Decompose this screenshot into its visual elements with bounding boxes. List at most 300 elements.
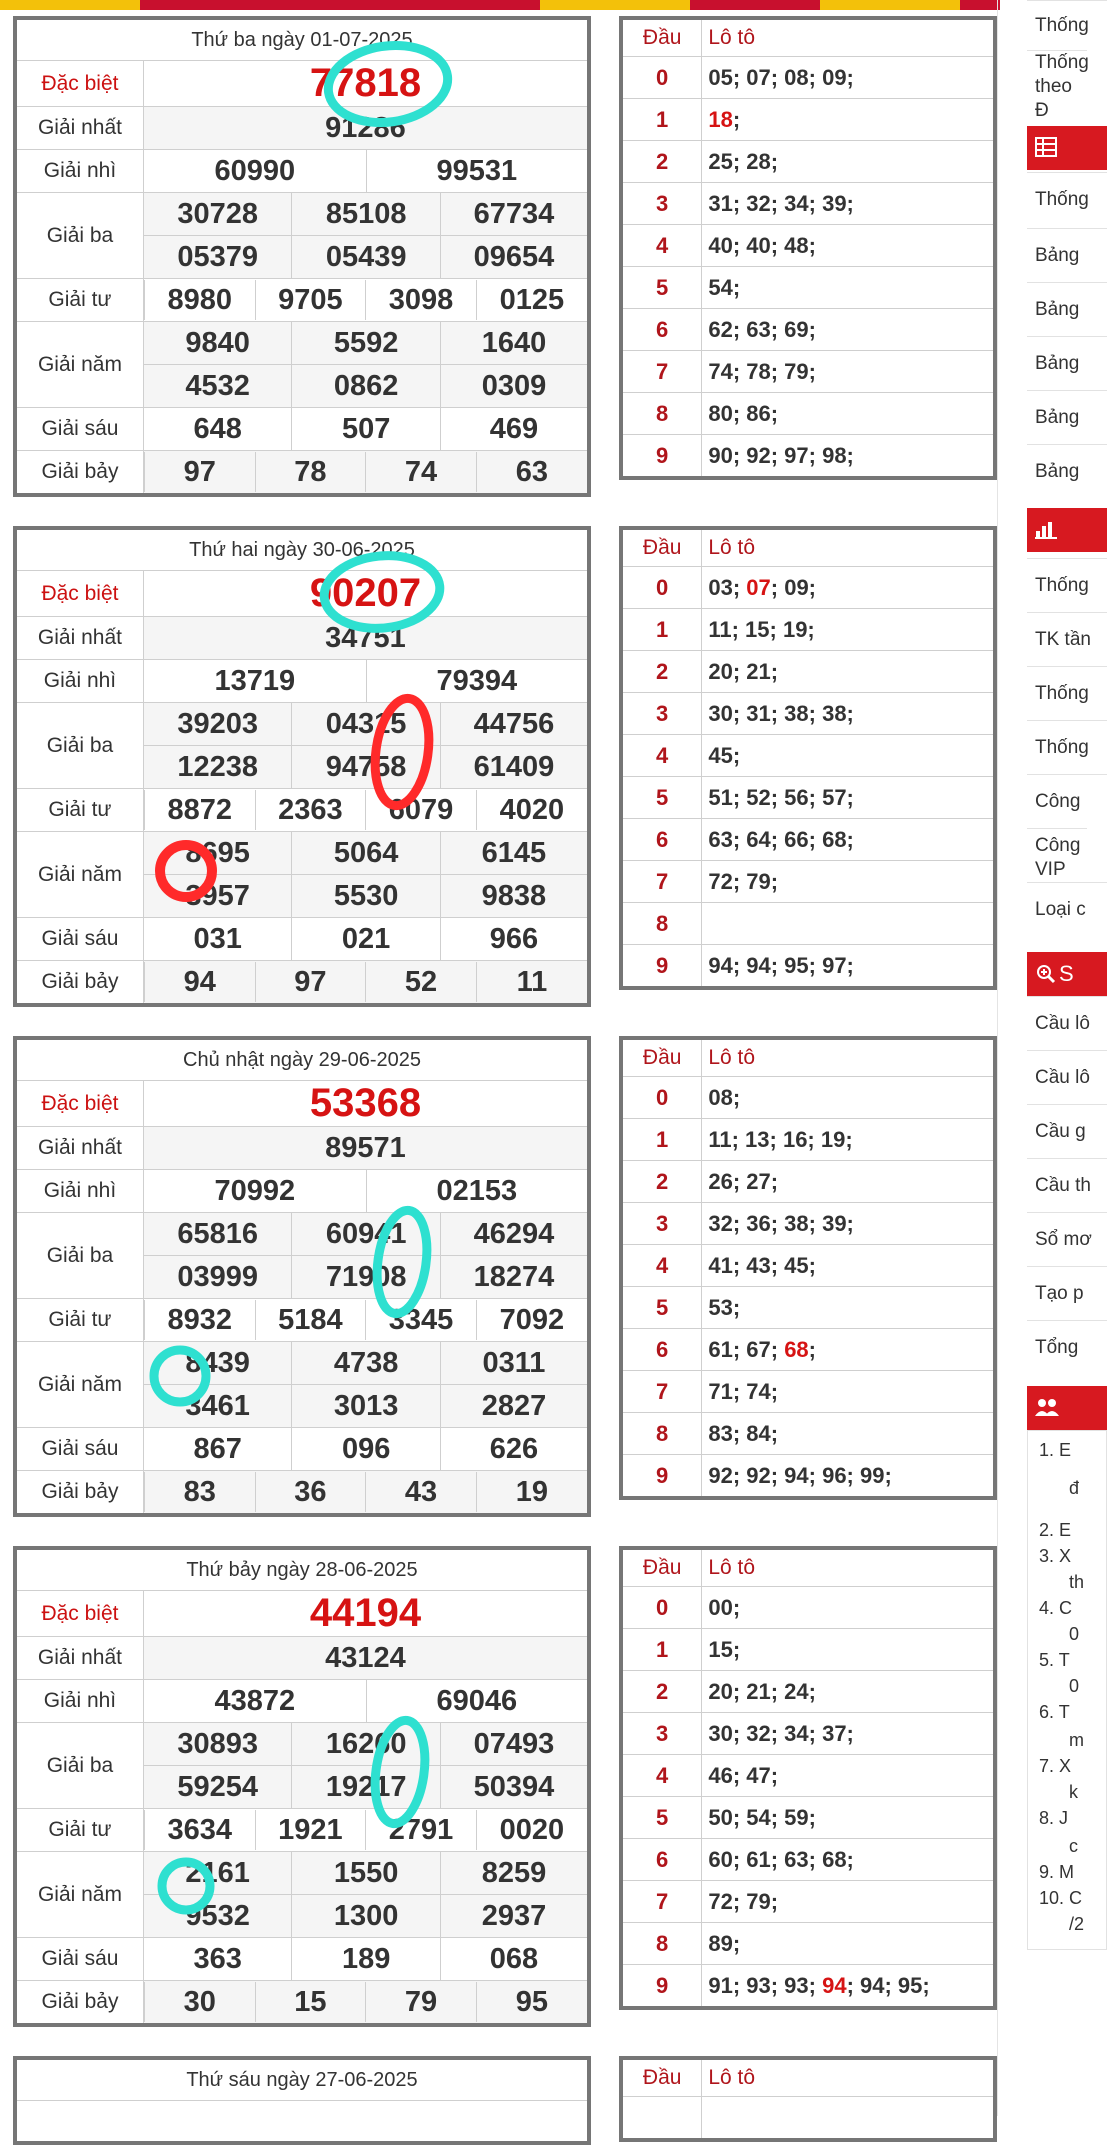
prize-number: 5530 bbox=[292, 875, 440, 918]
prize-number: 12238 bbox=[143, 746, 291, 789]
news-list-item[interactable]: 3. X bbox=[1039, 1546, 1072, 1566]
loto-head-digit: 5 bbox=[621, 1797, 702, 1839]
prize-number: 79 bbox=[366, 1982, 477, 2022]
table-section-icon bbox=[1035, 137, 1059, 159]
prize-number: 95 bbox=[476, 1982, 587, 2022]
sidebar-link[interactable]: Cầu lô bbox=[1027, 1050, 1107, 1104]
prize-number: 46294 bbox=[440, 1213, 589, 1256]
loto-number: 30; 32; 34; 37; bbox=[708, 1720, 854, 1746]
prize-number: 07493 bbox=[440, 1723, 589, 1766]
loto-values-label: Lô tô bbox=[702, 18, 995, 57]
prize-label: Giải năm bbox=[15, 322, 143, 408]
loto-head-digit: 7 bbox=[621, 1371, 702, 1413]
loto-values bbox=[702, 351, 995, 393]
loto-values bbox=[702, 183, 995, 225]
prize-number: 1300 bbox=[292, 1895, 441, 1938]
loto-head-digit: 7 bbox=[621, 861, 702, 903]
loto-number: 05; 07; 08; 09; bbox=[708, 64, 854, 90]
loto-head-digit: 2 bbox=[621, 1671, 702, 1713]
prize-number: 1640 bbox=[440, 322, 589, 365]
loto-number: 20; 21; 24; bbox=[708, 1678, 816, 1704]
prize-number: 78 bbox=[255, 452, 366, 492]
results-table bbox=[13, 1036, 591, 1517]
news-list-item[interactable]: 4. C bbox=[1039, 1598, 1073, 1618]
prize-number: 2161 bbox=[143, 1852, 292, 1895]
loto-head-digit: 1 bbox=[621, 609, 702, 651]
prize-number: 469 bbox=[440, 408, 589, 451]
loto-values bbox=[702, 945, 995, 989]
right-sidebar bbox=[1027, 0, 1092, 2116]
loto-table bbox=[619, 16, 997, 480]
prize-label: Giải năm bbox=[15, 832, 143, 918]
prize-label: Giải ba bbox=[15, 1723, 143, 1809]
sidebar-link[interactable]: Cầu lô bbox=[1027, 996, 1107, 1050]
prize-label: Giải bảy bbox=[15, 451, 143, 496]
prize-number: 3098 bbox=[366, 280, 477, 320]
prize-number: 65816 bbox=[143, 1213, 292, 1256]
prize-number: 867 bbox=[143, 1428, 292, 1471]
prize-label: Giải năm bbox=[15, 1852, 143, 1938]
sidebar-link[interactable]: Tạo p bbox=[1027, 1266, 1107, 1320]
news-list-item[interactable]: c bbox=[1069, 1836, 1078, 1856]
prize-number: 1921 bbox=[255, 1810, 366, 1850]
prize-number: 3957 bbox=[143, 875, 291, 918]
loto-number: ; 94; 95; bbox=[846, 1972, 930, 1998]
sidebar-link[interactable]: Bảng bbox=[1027, 444, 1107, 498]
prize-number: 99531 bbox=[366, 150, 589, 193]
prize-number: 8259 bbox=[440, 1852, 589, 1895]
prize-number: 5592 bbox=[292, 322, 441, 365]
draw-date: Chủ nhật ngày 29-06-2025 bbox=[15, 1038, 589, 1081]
loto-values bbox=[702, 1881, 995, 1923]
prize-number: 05379 bbox=[143, 236, 292, 279]
prize-number: 89571 bbox=[143, 1127, 589, 1170]
prize-number: 91286 bbox=[143, 107, 589, 150]
draw-date: Thứ bảy ngày 28-06-2025 bbox=[15, 1548, 589, 1591]
loto-head-label: Đầu bbox=[621, 2058, 702, 2097]
loto-number: 71; 74; bbox=[708, 1378, 779, 1404]
draw-date: Thứ hai ngày 30-06-2025 bbox=[15, 528, 589, 571]
loto-values bbox=[702, 1965, 995, 2009]
sidebar-link[interactable]: Bảng bbox=[1027, 282, 1107, 336]
prize-number: 363 bbox=[143, 1938, 292, 1981]
loto-values bbox=[702, 1287, 995, 1329]
loto-values bbox=[702, 1413, 995, 1455]
loto-head-label: Đầu bbox=[621, 1038, 702, 1077]
prize-number: 69046 bbox=[366, 1680, 589, 1723]
prize-number: 8872 bbox=[144, 790, 255, 830]
news-list-item[interactable]: 5. T bbox=[1039, 1650, 1070, 1670]
prize-number: 79394 bbox=[366, 660, 589, 703]
sidebar-link[interactable]: Bảng bbox=[1027, 336, 1107, 390]
news-list-item[interactable]: 2. E bbox=[1039, 1520, 1072, 1540]
loto-head-digit: 2 bbox=[621, 141, 702, 183]
prize-number: 61409 bbox=[440, 746, 589, 789]
prize-number: 16260 bbox=[292, 1723, 441, 1766]
loto-values bbox=[702, 819, 995, 861]
prize-number: 8439 bbox=[143, 1342, 292, 1385]
loto-number: ; bbox=[808, 1336, 816, 1362]
prize-number: 068 bbox=[440, 1938, 589, 1981]
loto-head-digit: 8 bbox=[621, 903, 702, 945]
loto-head-digit: 8 bbox=[621, 393, 702, 435]
loto-head-digit: 6 bbox=[621, 1839, 702, 1881]
prize-number: 94758 bbox=[292, 746, 440, 789]
loto-number: 03; bbox=[708, 574, 747, 600]
prize-number: 5064 bbox=[292, 832, 440, 875]
sidebar-link[interactable]: Thống bbox=[1027, 0, 1107, 50]
loto-values bbox=[702, 1119, 995, 1161]
prize-label: Giải nhì bbox=[15, 1170, 143, 1213]
loto-values bbox=[702, 777, 995, 819]
prize-number: 43872 bbox=[143, 1680, 366, 1723]
loto-number: 61; 67; bbox=[708, 1336, 785, 1362]
loto-head-digit: 9 bbox=[621, 1965, 702, 2009]
prize-label: Giải ba bbox=[15, 193, 143, 279]
prize-number: 02153 bbox=[366, 1170, 589, 1213]
column-divider bbox=[997, 0, 998, 2116]
loto-number: 94; 94; 95; 97; bbox=[708, 952, 854, 978]
loto-head-digit: 6 bbox=[621, 1329, 702, 1371]
loto-head-digit: 5 bbox=[621, 267, 702, 309]
prize-number: 15 bbox=[255, 1982, 366, 2022]
prize-number: 031 bbox=[143, 918, 291, 961]
loto-values bbox=[702, 1077, 995, 1119]
prize-number: 05439 bbox=[292, 236, 441, 279]
loto-number: 63; 64; 66; 68; bbox=[708, 826, 854, 852]
sidebar-link[interactable]: Thống theo Đ bbox=[1027, 50, 1087, 122]
loto-number: 00; bbox=[708, 1594, 741, 1620]
table-section-header bbox=[1027, 126, 1107, 170]
loto-number: 26; 27; bbox=[708, 1168, 779, 1194]
news-list-item[interactable]: đ bbox=[1069, 1478, 1080, 1498]
loto-number: 74; 78; 79; bbox=[708, 358, 816, 384]
prize-number: 0020 bbox=[476, 1810, 587, 1850]
prize-label: Đặc biệt bbox=[15, 571, 143, 617]
prize-number: 50394 bbox=[440, 1766, 589, 1809]
sidebar-link[interactable]: Cầu th bbox=[1027, 1158, 1107, 1212]
prize-number: 34751 bbox=[143, 617, 589, 660]
prize-label: Giải nhất bbox=[15, 1127, 143, 1170]
loto-table bbox=[619, 1546, 997, 2010]
results-table bbox=[13, 526, 591, 1007]
prize-number: 8980 bbox=[144, 280, 255, 320]
loto-number: 08; bbox=[708, 1084, 741, 1110]
prize-number: 09654 bbox=[440, 236, 589, 279]
loto-number: 72; 79; bbox=[708, 1888, 779, 1914]
chart-section-icon bbox=[1035, 519, 1059, 541]
loto-number: 68 bbox=[784, 1336, 809, 1362]
loto-values bbox=[702, 1371, 995, 1413]
users-section-icon bbox=[1035, 1397, 1059, 1419]
sidebar-link[interactable]: Công VIP bbox=[1027, 828, 1087, 886]
loto-head-label: Đầu bbox=[621, 18, 702, 57]
loto-number: 90; 92; 97; 98; bbox=[708, 442, 854, 468]
loto-head-digit: 9 bbox=[621, 435, 702, 479]
prize-label: Giải nhì bbox=[15, 1680, 143, 1723]
sidebar-link[interactable]: Thống bbox=[1027, 666, 1107, 720]
prize-number: 52 bbox=[366, 962, 477, 1002]
news-list-item[interactable]: 0 bbox=[1069, 1676, 1080, 1696]
prize-number: 60990 bbox=[143, 150, 366, 193]
prize-number: 0309 bbox=[440, 365, 589, 408]
loto-values bbox=[702, 1245, 995, 1287]
prize-number: 30893 bbox=[143, 1723, 292, 1766]
sidebar-link[interactable]: TK tần bbox=[1027, 612, 1107, 666]
loto-number: 54; bbox=[708, 274, 741, 300]
users-section-header bbox=[1027, 1386, 1107, 1430]
prize-number: 04315 bbox=[292, 703, 440, 746]
loto-values bbox=[702, 99, 995, 141]
top-banner-strip bbox=[0, 0, 1000, 10]
prize-label: Giải nhất bbox=[15, 1637, 143, 1680]
loto-values bbox=[702, 141, 995, 183]
prize-label: Giải nhì bbox=[15, 660, 143, 703]
special-prize-number: 77818 bbox=[143, 61, 589, 107]
prize-number: 63 bbox=[476, 452, 587, 492]
prize-number: 3634 bbox=[144, 1810, 255, 1850]
loto-number: 40; 40; 48; bbox=[708, 232, 816, 258]
prize-number: 2937 bbox=[440, 1895, 589, 1938]
loto-head-digit: 6 bbox=[621, 819, 702, 861]
prize-number: 1550 bbox=[292, 1852, 441, 1895]
prize-number: 71908 bbox=[292, 1256, 441, 1299]
loto-head-digit: 1 bbox=[621, 1629, 702, 1671]
prize-number: 507 bbox=[292, 408, 441, 451]
prize-number: 44756 bbox=[440, 703, 589, 746]
loto-values bbox=[702, 1629, 995, 1671]
loto-number: 45; bbox=[708, 742, 741, 768]
news-list-item[interactable]: 10. C bbox=[1039, 1888, 1083, 1908]
loto-values bbox=[702, 1587, 995, 1629]
draw-date: Thứ ba ngày 01-07-2025 bbox=[15, 18, 589, 61]
loto-head-digit: 2 bbox=[621, 651, 702, 693]
prize-label: Giải ba bbox=[15, 703, 143, 789]
prize-number: 39203 bbox=[143, 703, 291, 746]
loto-number: 32; 36; 38; 39; bbox=[708, 1210, 854, 1236]
prize-number: 43124 bbox=[143, 1637, 589, 1680]
loto-number: 41; 43; 45; bbox=[708, 1252, 816, 1278]
loto-number: 20; 21; bbox=[708, 658, 779, 684]
loto-values bbox=[702, 1923, 995, 1965]
prize-number: 0862 bbox=[292, 365, 441, 408]
sidebar-link[interactable]: Thống bbox=[1027, 558, 1107, 612]
prize-label: Giải tư bbox=[15, 279, 143, 322]
prize-number: 19 bbox=[476, 1472, 587, 1512]
prize-label: Giải bảy bbox=[15, 961, 143, 1006]
loto-head-digit: 8 bbox=[621, 1413, 702, 1455]
loto-head-label: Đầu bbox=[621, 1548, 702, 1587]
loto-number: 51; 52; 56; 57; bbox=[708, 784, 854, 810]
results-table bbox=[13, 2056, 591, 2145]
prize-label: Giải bảy bbox=[15, 1981, 143, 2026]
loto-values bbox=[702, 393, 995, 435]
loto-head-digit: 6 bbox=[621, 309, 702, 351]
loto-values bbox=[702, 1713, 995, 1755]
prize-number: 5184 bbox=[255, 1300, 366, 1340]
prize-number: 648 bbox=[143, 408, 292, 451]
prize-number: 18274 bbox=[440, 1256, 589, 1299]
prize-number: 3461 bbox=[143, 1385, 292, 1428]
prize-number: 67734 bbox=[440, 193, 589, 236]
loto-head-digit: 1 bbox=[621, 1119, 702, 1161]
loto-number: 46; 47; bbox=[708, 1762, 779, 1788]
search-section-icon bbox=[1035, 963, 1059, 985]
loto-number: 89; bbox=[708, 1930, 741, 1956]
loto-values-label: Lô tô bbox=[702, 1548, 995, 1587]
loto-number: 11; 13; 16; 19; bbox=[708, 1126, 853, 1152]
loto-number: 91; 93; 93; bbox=[708, 1972, 823, 1998]
loto-number: 25; 28; bbox=[708, 148, 779, 174]
loto-values bbox=[702, 309, 995, 351]
sidebar-link[interactable]: Bảng bbox=[1027, 228, 1107, 282]
prize-label: Giải năm bbox=[15, 1342, 143, 1428]
news-list-item[interactable]: k bbox=[1069, 1782, 1078, 1802]
loto-number: 94 bbox=[822, 1972, 847, 1998]
prize-number: 626 bbox=[440, 1428, 589, 1471]
sidebar-link[interactable]: Thống bbox=[1027, 720, 1107, 774]
loto-head-digit: 5 bbox=[621, 1287, 702, 1329]
prize-number: 85108 bbox=[292, 193, 441, 236]
prize-number: 9705 bbox=[255, 280, 366, 320]
prize-label: Giải nhất bbox=[15, 107, 143, 150]
prize-number: 0311 bbox=[440, 1342, 589, 1385]
loto-head-digit: 2 bbox=[621, 1161, 702, 1203]
sidebar-link[interactable]: Bảng bbox=[1027, 390, 1107, 444]
loto-values bbox=[702, 1203, 995, 1245]
sidebar-link[interactable]: Sổ mơ bbox=[1027, 1212, 1107, 1266]
prize-number: 97 bbox=[255, 962, 366, 1002]
prize-label: Đặc biệt bbox=[15, 61, 143, 107]
loto-values bbox=[702, 57, 995, 99]
loto-values bbox=[702, 267, 995, 309]
prize-label: Giải sáu bbox=[15, 1428, 143, 1471]
special-prize-number: 53368 bbox=[143, 1081, 589, 1127]
prize-number: 97 bbox=[144, 452, 255, 492]
prize-number: 70992 bbox=[143, 1170, 366, 1213]
prize-number: 3013 bbox=[292, 1385, 441, 1428]
prize-number: 189 bbox=[292, 1938, 441, 1981]
loto-values bbox=[702, 609, 995, 651]
news-list-item[interactable]: 6. T bbox=[1039, 1702, 1070, 1722]
prize-label: Giải nhất bbox=[15, 617, 143, 660]
loto-number: 15; bbox=[708, 1636, 741, 1662]
loto-head-digit: 0 bbox=[621, 57, 702, 99]
sidebar-link[interactable]: Loại c bbox=[1027, 882, 1107, 936]
prize-number: 30728 bbox=[143, 193, 292, 236]
news-list-item[interactable]: 7. X bbox=[1039, 1756, 1072, 1776]
loto-number: 80; 86; bbox=[708, 400, 779, 426]
loto-head-digit: 9 bbox=[621, 945, 702, 989]
prize-number: 0125 bbox=[476, 280, 587, 320]
results-table bbox=[13, 16, 591, 497]
prize-number: 8932 bbox=[144, 1300, 255, 1340]
loto-head-digit: 8 bbox=[621, 1923, 702, 1965]
loto-head-digit: 4 bbox=[621, 225, 702, 267]
prize-number: 966 bbox=[440, 918, 589, 961]
prize-number: 60941 bbox=[292, 1213, 441, 1256]
loto-head-digit: 1 bbox=[621, 99, 702, 141]
loto-values bbox=[702, 735, 995, 777]
loto-values bbox=[702, 225, 995, 267]
loto-values bbox=[702, 903, 995, 945]
loto-number: 72; 79; bbox=[708, 868, 779, 894]
sidebar-link[interactable]: Thống bbox=[1027, 172, 1107, 226]
news-list-item[interactable]: m bbox=[1069, 1730, 1084, 1750]
prize-number: 3345 bbox=[366, 1300, 477, 1340]
loto-number: 92; 92; 94; 96; 99; bbox=[708, 1462, 892, 1488]
loto-values-label: Lô tô bbox=[702, 1038, 995, 1077]
loto-head-digit: 4 bbox=[621, 735, 702, 777]
loto-values bbox=[702, 1161, 995, 1203]
search-section-header: S bbox=[1027, 952, 1107, 996]
prize-number: 83 bbox=[144, 1472, 255, 1512]
loto-number: 83; 84; bbox=[708, 1420, 779, 1446]
loto-number: ; bbox=[732, 106, 741, 132]
prize-number: 2791 bbox=[366, 1810, 477, 1850]
news-list-item[interactable]: th bbox=[1069, 1572, 1085, 1592]
loto-table bbox=[619, 1036, 997, 1500]
loto-values bbox=[702, 1455, 995, 1499]
prize-number: 6079 bbox=[366, 790, 477, 830]
prize-number: 30 bbox=[144, 1982, 255, 2022]
sidebar-link[interactable]: Tổng bbox=[1027, 1320, 1107, 1374]
loto-head-digit: 4 bbox=[621, 1245, 702, 1287]
prize-number: 4738 bbox=[292, 1342, 441, 1385]
news-list-item[interactable]: /2 bbox=[1069, 1914, 1085, 1934]
loto-number: 50; 54; 59; bbox=[708, 1804, 816, 1830]
prize-number: 096 bbox=[292, 1428, 441, 1471]
prize-number: 36 bbox=[255, 1472, 366, 1512]
news-list-item[interactable]: 1. E bbox=[1039, 1440, 1072, 1460]
prize-label: Giải sáu bbox=[15, 1938, 143, 1981]
prize-number: 19217 bbox=[292, 1766, 441, 1809]
sidebar-link[interactable]: Cầu g bbox=[1027, 1104, 1107, 1158]
special-prize-number: 90207 bbox=[143, 571, 589, 617]
prize-number: 03999 bbox=[143, 1256, 292, 1299]
prize-label: Giải nhì bbox=[15, 150, 143, 193]
prize-number: 74 bbox=[366, 452, 477, 492]
prize-label: Đặc biệt bbox=[15, 1591, 143, 1637]
prize-number: 11 bbox=[476, 962, 587, 1002]
loto-head-digit: 0 bbox=[621, 1587, 702, 1629]
chart-section-header bbox=[1027, 508, 1107, 552]
draw-date: Thứ sáu ngày 27-06-2025 bbox=[15, 2058, 589, 2101]
news-list-item[interactable]: 8. J bbox=[1039, 1808, 1069, 1828]
loto-number: ; 09; bbox=[770, 574, 817, 600]
prize-label: Giải tư bbox=[15, 1299, 143, 1342]
loto-values bbox=[702, 1671, 995, 1713]
loto-number: 30; 31; 38; 38; bbox=[708, 700, 854, 726]
news-list-item[interactable]: 9. M bbox=[1039, 1862, 1075, 1882]
prize-label: Giải tư bbox=[15, 789, 143, 832]
prize-number: 7092 bbox=[476, 1300, 587, 1340]
loto-number: 31; 32; 34; 39; bbox=[708, 190, 854, 216]
loto-head-digit: 3 bbox=[621, 1713, 702, 1755]
sidebar-link[interactable]: Công bbox=[1027, 774, 1107, 828]
loto-head-digit: 3 bbox=[621, 693, 702, 735]
prize-number: 59254 bbox=[143, 1766, 292, 1809]
prize-number: 9532 bbox=[143, 1895, 292, 1938]
news-list-item[interactable]: 0 bbox=[1069, 1624, 1080, 1644]
prize-number: 4532 bbox=[143, 365, 292, 408]
prize-label: Giải tư bbox=[15, 1809, 143, 1852]
prize-number: 2363 bbox=[255, 790, 366, 830]
loto-head-digit: 9 bbox=[621, 1455, 702, 1499]
loto-number: 53; bbox=[708, 1294, 741, 1320]
loto-number: 62; 63; 69; bbox=[708, 316, 816, 342]
loto-values bbox=[702, 693, 995, 735]
